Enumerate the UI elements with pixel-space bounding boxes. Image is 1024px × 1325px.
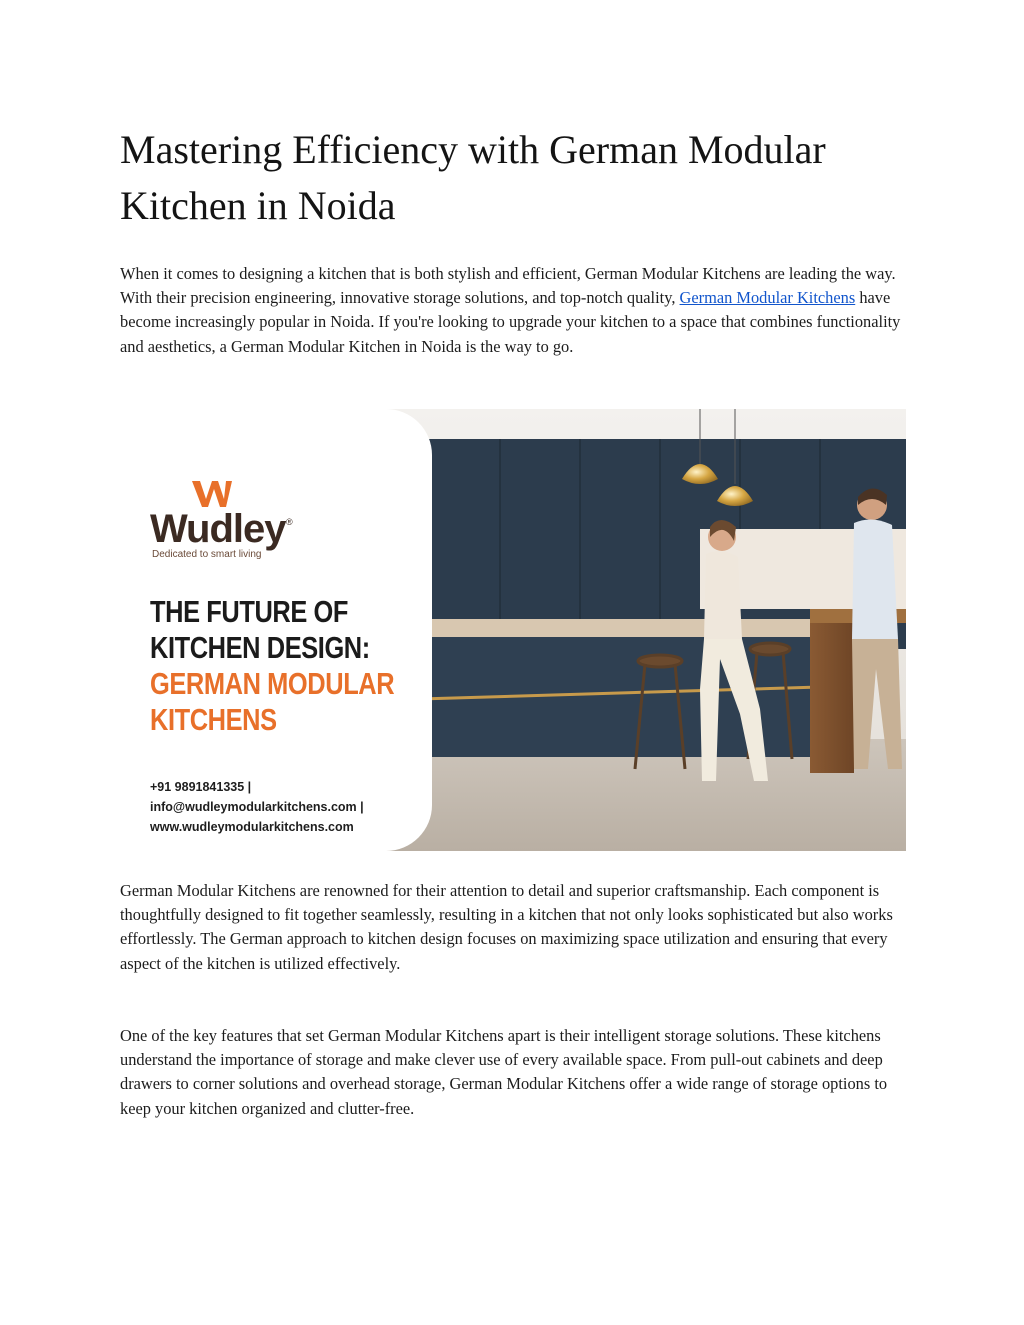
headline-accent-line-2: KITCHENS xyxy=(150,702,277,737)
island-countertop xyxy=(420,619,820,637)
brand-name: Wudley xyxy=(150,507,286,551)
headline-line-1: THE FUTURE OF xyxy=(150,594,349,629)
contact-website: www.wudleymodularkitchens.com xyxy=(150,820,354,834)
body-paragraph-craftsmanship: German Modular Kitchens are renowned for their attention to detail and superior craftsmanship. Each component is thoughtfully designed to fit together seamlessly, resulting in a kitchen that not only looks sophisticated but also works effortlessly. The German approach to kitchen design focuses on maximizing space utilization and ensuring that every aspect of the kitchen is utilized effectively. xyxy=(120,881,893,973)
german-modular-kitchens-link[interactable]: German Modular Kitchens xyxy=(679,288,856,308)
promo-headline xyxy=(150,594,395,738)
contact-email: info@wudleymodularkitchens.com | xyxy=(150,800,364,814)
body-paragraph-storage: One of the key features that set German Modular Kitchens apart is their intelligent storage solutions. These kitchens understand the importance of storage and make clever use of every available space. From pull-out cabinets and deep drawers to corner solutions and overhead storage, German Modular Kitchens offer a wide range of storage options to keep your kitchen organized and clutter-free. xyxy=(120,1026,888,1118)
hero-banner-image xyxy=(120,409,906,851)
wudley-logo-icon xyxy=(192,481,232,507)
promo-panel xyxy=(120,409,432,851)
headline-line-2: KITCHEN DESIGN: xyxy=(150,630,370,665)
intro-text-before-link: When it comes to designing a kitchen that is both stylish and efficient, German Modular Kitchens are leading the way. With their precision engineering, innovative storage solutions, and top-notch quality, xyxy=(120,264,896,308)
breakfast-bar-leg xyxy=(810,623,854,773)
contact-details xyxy=(150,777,364,837)
brand-registered-mark: ® xyxy=(286,517,293,527)
contact-phone: +91 9891841335 | xyxy=(150,780,252,794)
intro-paragraph xyxy=(120,262,906,359)
page-title: Mastering Efficiency with German Modular Kitchen in Noida xyxy=(120,127,826,228)
headline-accent-line-1: GERMAN MODULAR xyxy=(150,666,395,701)
intro-text-after-link: have become increasingly popular in Noida. If you're looking to upgrade your kitchen to a space that combines functionality and aesthetics, a German Modular Kitchen in Noida is the way to go. xyxy=(120,288,901,356)
brand-tagline: Dedicated to smart living xyxy=(152,549,262,560)
